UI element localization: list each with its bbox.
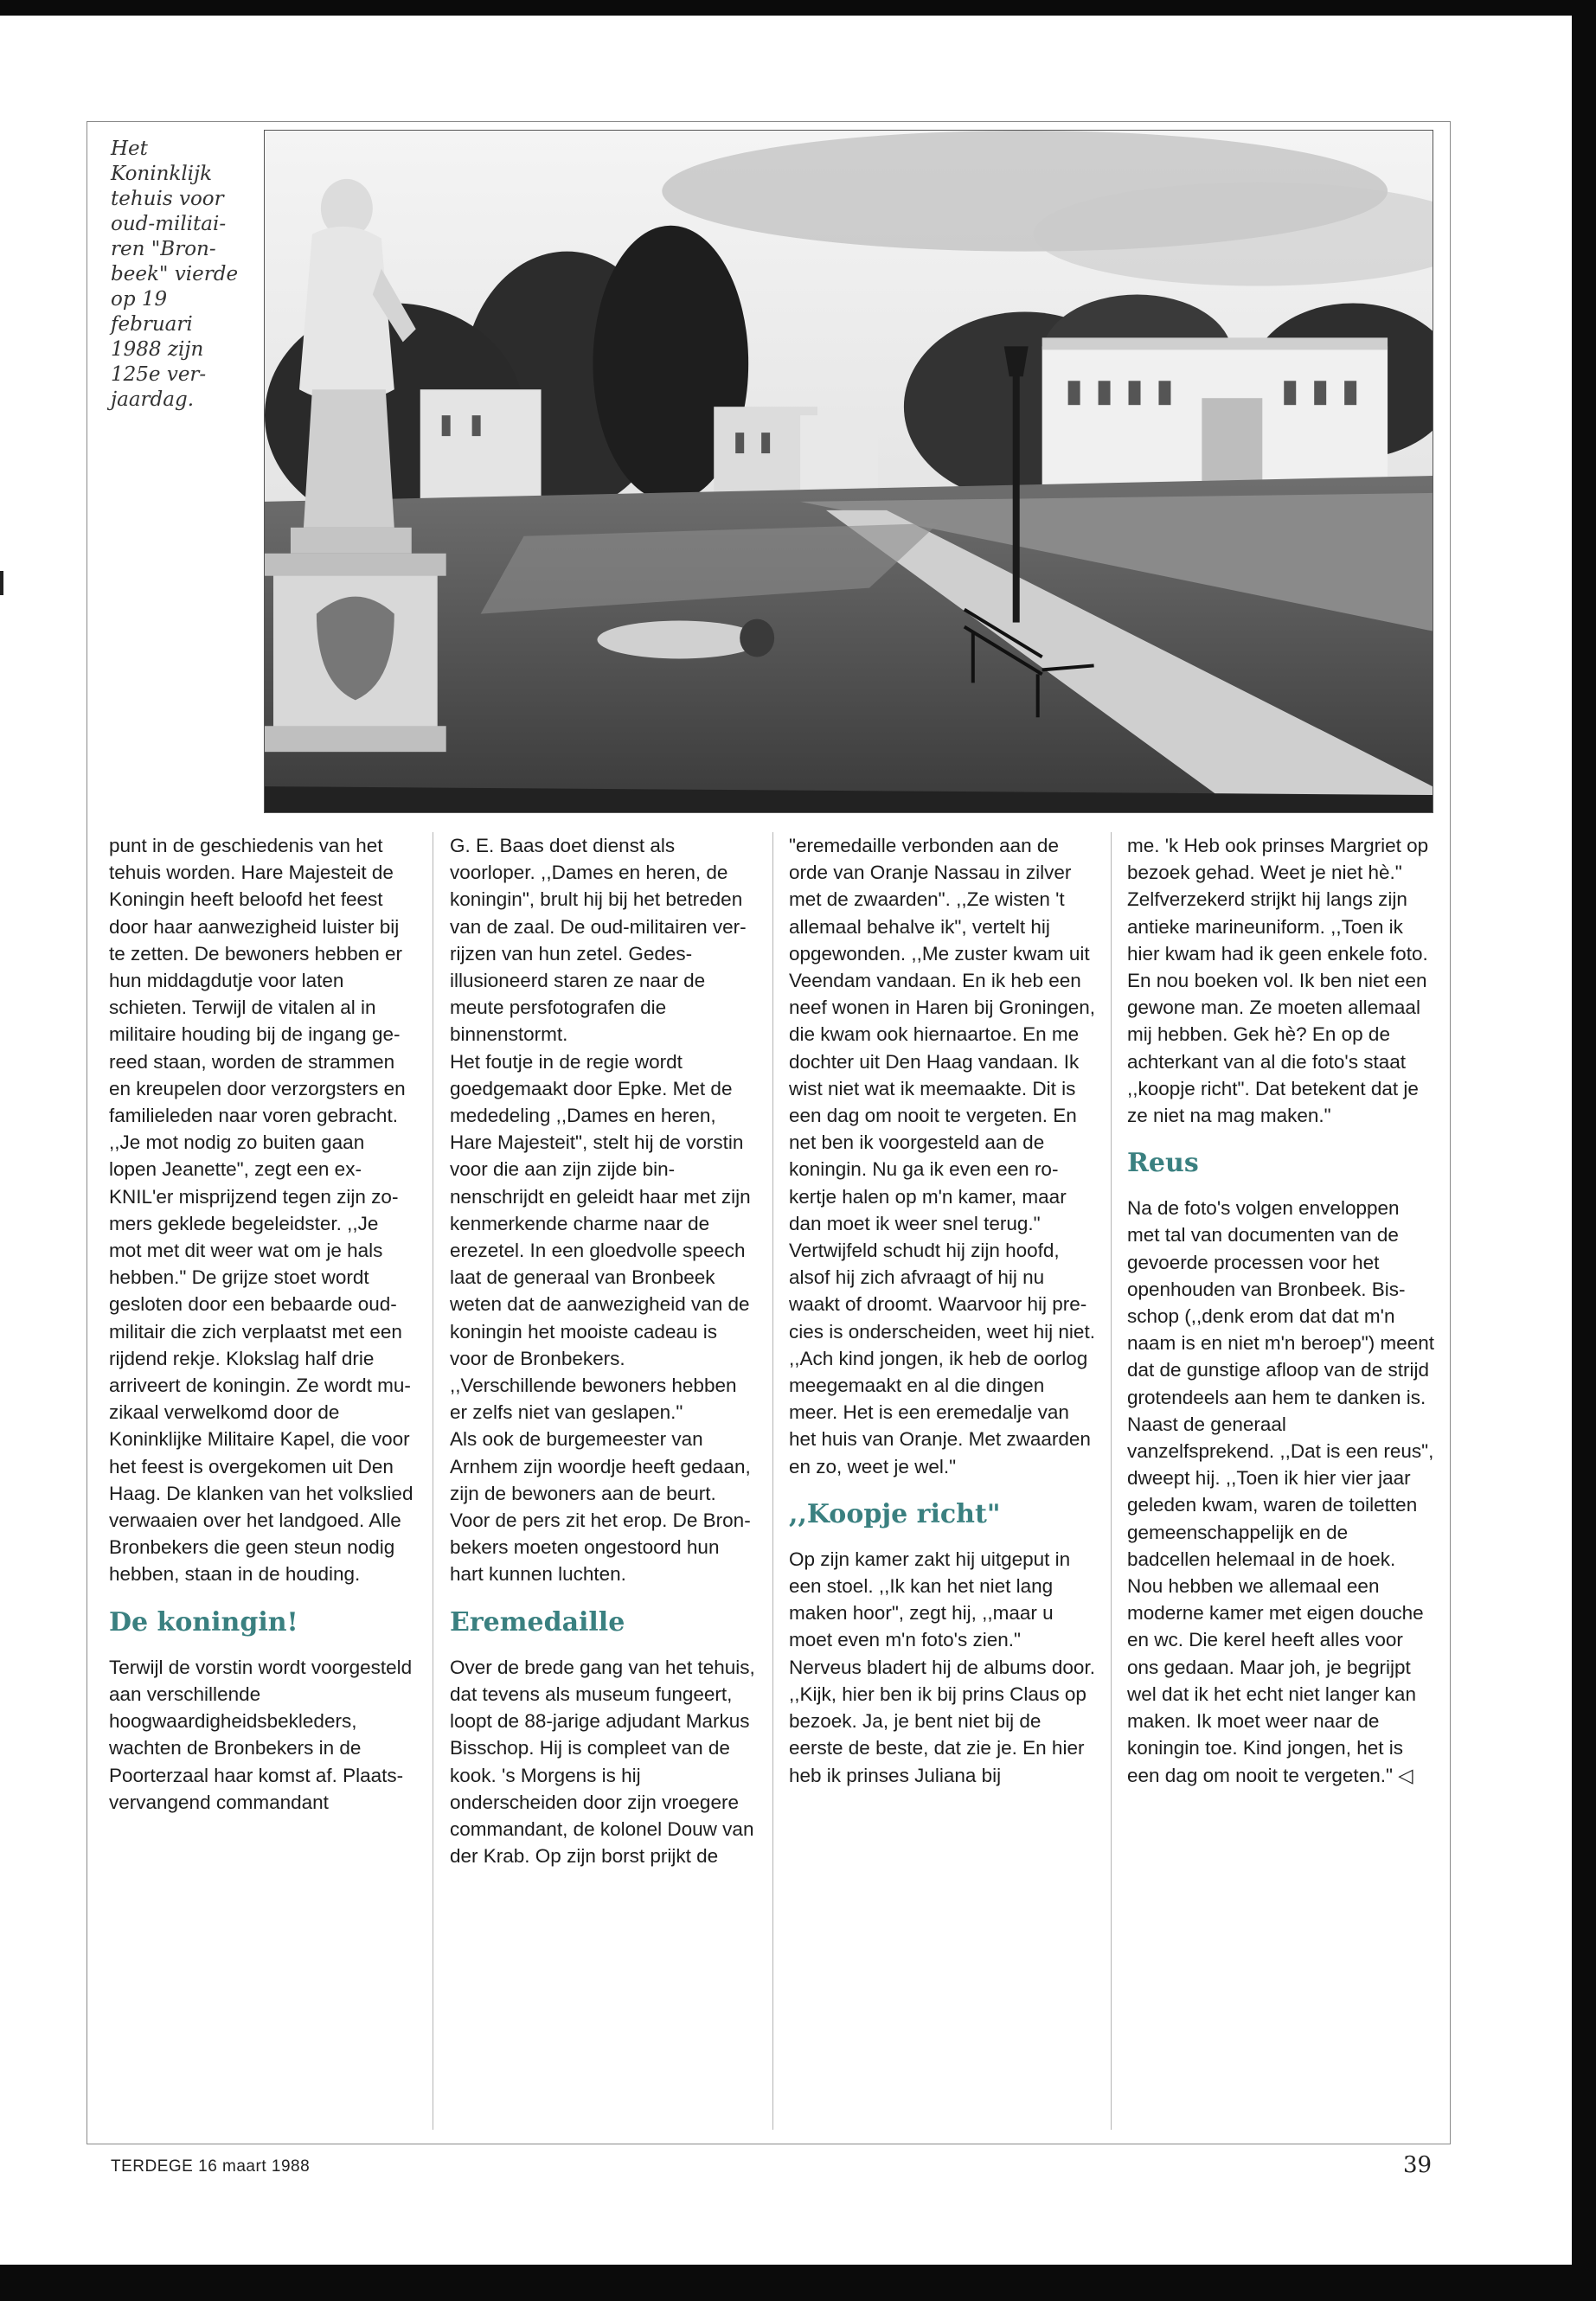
paragraph: Vertwijfeld schudt hij zijn hoofd, alsof hij zich afvraagt of hij nu waakt of droomt. Waarvoor hij precies is onderscheiden, weet hij niet. ,,Ach kind jongen, ik heb de oorlog meegemaakt en al die dingen meer. Het is een eremedalje van het huis van Oranje. Met zwaarden en zo, weet je wel."	[789, 1240, 1095, 1477]
paragraph: Terwijl de vorstin wordt voorgesteld aan verschillende hoogwaardigheidsbekleders, wachten de Bronbekers in de Poorterzaal haar komst af. Plaatsvervangend commandant	[109, 1656, 413, 1813]
bronbeek-photo	[264, 130, 1433, 813]
bronbeek-photo-image	[265, 131, 1433, 812]
paragraph: Het foutje in de regie wordt goedgemaakt door Epke. Met de mededeling ,,Dames en heren, Hare Majesteit", stelt hij de vorstin voor die aan zijn zijde binnenschrijdt en geleidt haar met zijn kenmerkende charme naar de erezetel. In een gloedvolle speech laat de generaal van Bronbeek weten dat de aanwezigheid van de koningin het mooiste cadeau is voor de Bronbekers. ,,Verschillende bewoners hebben er zelfs niet van geslapen."	[450, 1050, 751, 1424]
paragraph: punt in de geschiedenis van het tehuis worden. Hare Majesteit de Koningin heeft beloofd het feest door haar aanwezigheid luister bij te zetten. De bewoners hebben er hun middagdutje voor laten schieten. Terwijl de vitalen al in militaire houding bij de ingang gereed staan, worden de strammen en kreupelen door verzorgsters en familieleden naar voren gebracht. ,,Je mot nodig zo buiten gaan lopen Jeanette", zegt een ex-KNIL'er misprijzend tegen zijn zomers geklede begeleidster. ,,Je mot met dit weer wat om je hals hebben." De grijze stoet wordt gesloten door een bebaarde oudmilitair die zich verplaatst met een rijdend rekje. Klokslag half drie arriveert de koningin. Ze wordt muzikaal verwelkomd door de Koninklijke Militaire Kapel, die voor het feest is overgekomen uit Den Haag. De klanken van het volkslied verwaaien over het landgoed. Alle Bronbekers die geen steun nodig hebben, staan in de houding.	[109, 835, 413, 1586]
section-heading: Eremedaille	[450, 1606, 625, 1638]
paragraph: Op zijn kamer zakt hij uitgeput in een stoel. ,,Ik kan het niet lang maken hoor", zegt hij, ,,maar u moet even m'n foto's zien." Nerveus bladert hij de albums door. ,,Kijk, hier ben ik bij prins Claus op bezoek. Ja, je bent niet bij de eerste de beste, dat zie je. En hier heb ik prinses Juliana bij	[789, 1548, 1095, 1786]
column-divider	[772, 832, 773, 2130]
page-bottom-border	[0, 2265, 1596, 2301]
paragraph: Over de brede gang van het tehuis, dat tevens als museum fungeert, loopt de 88-jarige adjudant Markus Bisschop. Hij is compleet van de kook. 's Morgens is hij onderscheiden door zijn vroegere commandant, de kolonel Douw van der Krab. Op zijn borst prijkt de	[450, 1656, 755, 1868]
article-column-1	[109, 832, 416, 1816]
paragraph: G. E. Baas doet dienst als voorloper. ,,Dames en heren, de koningin", brult hij bij het betreden van de zaal. De oud-militairen verrijzen van hun zetel. Gedesillusioneerd staren ze naar de meute persfotografen die binnenstormt.	[450, 835, 747, 1046]
page-margin-mark	[0, 571, 3, 595]
section-heading: Reus	[1127, 1148, 1199, 1179]
paragraph: Als ook de burgemeester van Arnhem zijn woordje heeft gedaan, zijn de bewoners aan de beurt. Voor de pers zit het erop. De Bronbekers moeten ongestoord hun hart kunnen luchten.	[450, 1428, 751, 1586]
paragraph: Na de foto's volgen enveloppen met tal van documenten van de gevoerde processen voor het openhouden van Bronbeek. Bisschop (,,denk erom dat dat m'n naam is en niet m'n beroep") meent dat de gunstige afloop van de strijd grotendeels aan hem te danken is. Naast de generaal vanzelfsprekend. ,,Dat is een reus", dweept hij. ,,Toen ik hier vier jaar geleden kwam, waren de toiletten gemeenschappelijk en de badcellen helemaal in de hoek. Nou hebben we allemaal een moderne kamer met eigen douche en wc. Die kerel heeft alles voor ons gedaan. Maar joh, je begrijpt wel dat ik het echt niet langer kan maken. Ik moet weer naar de koningin toe. Kind jongen, het is een dag om nooit te vergeten." ◁	[1127, 1197, 1434, 1786]
article-column-2	[450, 832, 757, 1869]
column-divider	[1111, 832, 1112, 2130]
publication-footer: TERDEGE 16 maart 1988	[111, 2157, 311, 2176]
article-column-4	[1127, 832, 1434, 1789]
page-number: 39	[1403, 2152, 1433, 2178]
page-top-border	[0, 0, 1596, 16]
section-heading: ,,Koopje richt"	[789, 1498, 1001, 1529]
paragraph: me. 'k Heb ook prinses Margriet op bezoek gehad. Weet je niet hè." Zelfverzekerd strijkt hij langs zijn antieke marineuniform. ,,Toen ik hier kwam had ik geen enkele foto. En nou boeken vol. Ik ben niet een gewone man. Ze moeten allemaal mij hebben. Gek hè? En op de achterkant van al die foto's staat ,,koopje richt". Dat betekent dat je ze niet na mag maken."	[1127, 835, 1429, 1127]
photo-caption: Het Koninklijk tehuis voor oud-militairen "Bronbeek" vierde op 19 februari 1988 zijn 125e verjaardag.	[111, 138, 239, 411]
section-heading: De koningin!	[109, 1606, 298, 1638]
page-right-border	[1572, 0, 1596, 2301]
paragraph: "eremedaille verbonden aan de orde van Oranje Nassau in zilver met de zwaarden". ,,Ze wisten 't allemaal behalve ik", vertelt hij opgewonden. ,,Me zuster kwam uit Veendam vandaan. En ik heb een neef wonen in Haren bij Groningen, die kwam ook hiernaartoe. En me dochter uit Den Haag vandaan. Ik wist niet wat ik meemaakte. Dit is een dag om nooit te vergeten. En net ben ik voorgesteld aan de koningin. Nu ga ik even een rokertje halen op m'n kamer, maar dan moet ik weer snel terug."	[789, 835, 1095, 1234]
article-column-3	[789, 832, 1096, 1789]
